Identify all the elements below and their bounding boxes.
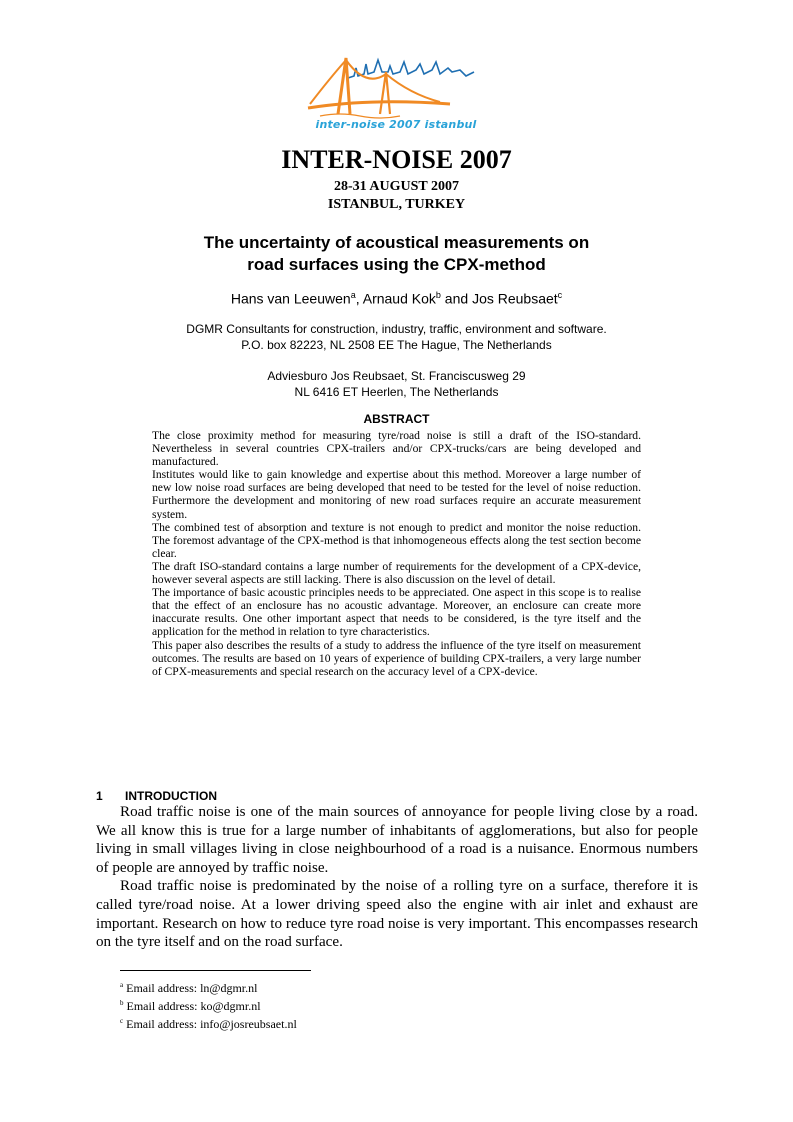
- affiliation-line: DGMR Consultants for construction, industry, traffic, environment and software.: [186, 322, 607, 336]
- footnotes: [120, 978, 297, 1032]
- footnote-text: Email address: info@josreubsaet.nl: [126, 1017, 297, 1031]
- footnote-divider: [120, 970, 311, 971]
- footnote-text: Email address: ln@dgmr.nl: [126, 981, 258, 995]
- author-mark: b: [435, 290, 441, 300]
- footnote-mark: c: [120, 1017, 124, 1025]
- logo-text: inter-noise 2007 istanbul: [315, 118, 477, 131]
- author-name: Hans van Leeuwen: [230, 290, 351, 307]
- conference-logo: [300, 38, 490, 138]
- footnote: [120, 1014, 297, 1032]
- author-name: Jos Reubsaet: [472, 290, 558, 307]
- footnote-mark: a: [120, 981, 124, 989]
- conference-title: INTER-NOISE 2007: [281, 145, 512, 174]
- abstract-body: [152, 429, 641, 678]
- author-list: [0, 290, 793, 307]
- section-number: 1: [96, 789, 103, 803]
- body-paragraph: Road traffic noise is one of the main sources of annoyance for people living close by a road. We all know this is true for a large number of inhabitants of agglomerations, but also for people living in small villages living in close neighbourhood of a road is a nuisance. Enormous numbers of people are annoyed by traffic noise.: [96, 804, 698, 876]
- paper-title-line-2: road surfaces using the CPX-method: [247, 255, 546, 274]
- abstract-paragraph: The draft ISO-standard contains a large number of requirements for the development of a CPX-device, however several aspects are still lacking. There is also discussion on the level of detail.: [152, 559, 641, 587]
- paper-title-line-1: The uncertainty of acoustical measurements on: [203, 233, 590, 252]
- abstract-paragraph: The close proximity method for measuring tyre/road noise is still a draft of the ISO-standard. Nevertheless in several countries CPX-trailers and/or CPX-trucks/cars are being developed and manufactured.: [152, 429, 641, 469]
- introduction-body: [96, 803, 698, 952]
- abstract-heading: ABSTRACT: [363, 412, 430, 426]
- affiliation-line: P.O. box 82223, NL 2508 EE The Hague, The Netherlands: [241, 338, 552, 352]
- abstract-paragraph: The importance of basic acoustic principles needs to be appreciated. One aspect in this scope is to realise that the effect of an enclosure has no acoustic advantage. Moreover, an enclosure can create more inaccurate results. One other important aspect that needs to be considered, is the tyre itself and the application for the method in relation to tyre characteristics.: [152, 586, 641, 639]
- author-separator: and: [440, 290, 473, 307]
- conference-location: ISTANBUL, TURKEY: [327, 197, 466, 212]
- footnote-mark: b: [120, 999, 124, 1007]
- author-name: Arnaud Kok: [362, 290, 436, 307]
- bridge-skyline-icon: [300, 38, 490, 120]
- abstract-paragraph: Institutes would like to gain knowledge and expertise about this method. Moreover a large number of new low noise road surfaces are being developed that need to be tested for the level of noise reduction. Furthermore the development and monitoring of new road surfaces require an accurate measurement system.: [152, 468, 641, 521]
- footnote: [120, 996, 297, 1014]
- conference-dates: 28-31 AUGUST 2007: [334, 179, 459, 194]
- footnote-text: Email address: ko@dgmr.nl: [126, 999, 261, 1013]
- abstract-paragraph: This paper also describes the results of a study to address the influence of the tyre itself on measurement outcomes. The results are based on 10 years of experience of building CPX-trailers, a very large number of CPX-measurements and special research on the accuracy level of a CPX-device.: [152, 638, 641, 678]
- footnote: [120, 978, 297, 996]
- section-title: INTRODUCTION: [125, 789, 217, 803]
- affiliation-line: Adviesburo Jos Reubsaet, St. Franciscusweg 29: [267, 369, 526, 383]
- abstract-paragraph: The combined test of absorption and texture is not enough to predict and monitor the noise reduction. The foremost advantage of the CPX-method is that inhomogeneous effects along the test section become clear.: [152, 520, 641, 560]
- author-separator: ,: [355, 290, 363, 307]
- body-paragraph: Road traffic noise is predominated by the noise of a rolling tyre on a surface, therefore it is called tyre/road noise. At a lower driving speed also the engine with air inlet and exhaust are important. Research on how to reduce tyre road noise is very important. This encompasses research on the tyre itself and on the road surface.: [96, 878, 698, 951]
- author-mark: c: [557, 290, 563, 300]
- affiliation-line: NL 6416 ET Heerlen, The Netherlands: [294, 385, 499, 399]
- section-heading: [96, 789, 217, 803]
- author-mark: a: [350, 290, 356, 300]
